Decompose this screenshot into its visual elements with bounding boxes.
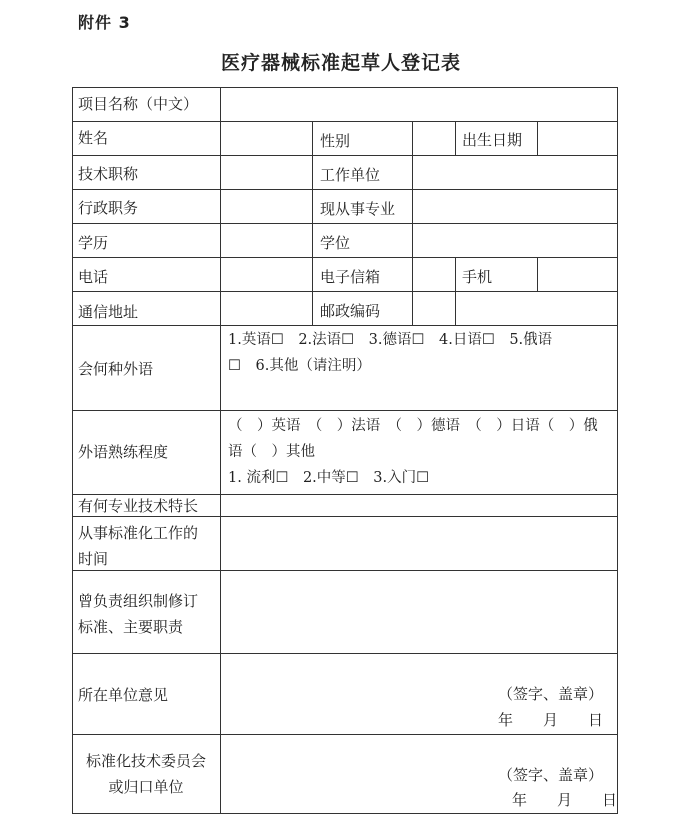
unit-date-text: 年 月 日	[498, 711, 604, 729]
label-column-divider	[220, 87, 221, 814]
education-label: 学历	[78, 234, 109, 252]
responsibility-label-line1: 曾负责组织制修订	[78, 592, 199, 610]
form-title: 医疗器械标准起草人登记表	[220, 52, 461, 74]
row-line-6	[72, 291, 618, 292]
address-label: 通信地址	[78, 303, 139, 321]
row-line-2	[72, 155, 618, 156]
proficiency-options-line2: 语（ ）其他	[228, 444, 315, 460]
languages-options-line1: 1.英语☐ 2.法语☐ 3.德语☐ 4.日语☐ 5.俄语	[228, 332, 553, 348]
std-work-label-line1: 从事标准化工作的	[78, 524, 199, 542]
row-line-4	[72, 223, 618, 224]
row-line-9	[72, 494, 618, 495]
row-line-1	[72, 121, 618, 122]
table-border-left	[72, 87, 73, 814]
degree-label: 学位	[320, 234, 351, 252]
unit-opinion-label: 所在单位意见	[78, 686, 169, 704]
row-line-8	[72, 410, 618, 411]
gender-label: 性别	[320, 132, 351, 150]
attachment-number: 附件 3	[78, 13, 131, 32]
mobile-label: 手机	[462, 268, 493, 286]
committee-label-line1: 标准化技术委员会	[85, 752, 206, 770]
row-line-13	[72, 734, 618, 735]
email-label: 电子信箱	[320, 268, 381, 286]
committee-signature-text: （签字、盖章）	[498, 766, 604, 784]
committee-date-text: 年 月 日	[512, 791, 618, 809]
phone-label: 电话	[78, 268, 109, 286]
proficiency-levels-line: 1. 流利☐ 2.中等☐ 3.入门☐	[228, 470, 430, 486]
row-line-5	[72, 257, 618, 258]
table-border-right	[617, 87, 618, 814]
tech-title-label: 技术职称	[78, 165, 139, 183]
project-name-label: 项目名称（中文）	[78, 95, 199, 113]
postcode-label: 邮政编码	[320, 302, 381, 320]
std-work-label-line2: 时间	[78, 550, 109, 568]
unit-signature-text: （签字、盖章）	[498, 685, 604, 703]
row-line-10	[72, 516, 618, 517]
languages-label: 会何种外语	[78, 360, 154, 378]
col-divider-465b	[537, 257, 538, 291]
proficiency-options-line1: （ ）英语 （ ）法语 （ ）德语 （ ）日语（ ）俄	[228, 418, 598, 434]
row-line-14	[72, 813, 618, 814]
col-divider-465	[537, 121, 538, 155]
work-unit-label: 工作单位	[320, 166, 381, 184]
committee-label-line2: 或归口单位	[108, 778, 184, 796]
specialty-label: 有何专业技术特长	[78, 497, 199, 515]
col-divider-383	[455, 121, 456, 155]
admin-post-label: 行政职务	[78, 199, 139, 217]
languages-options-line2: ☐ 6.其他（请注明）	[228, 358, 371, 374]
proficiency-label: 外语熟练程度	[78, 443, 169, 461]
birthdate-label: 出生日期	[462, 131, 523, 149]
registration-form-table	[72, 87, 618, 814]
row-line-12	[72, 653, 618, 654]
name-label: 姓名	[78, 129, 109, 147]
row-line-3	[72, 189, 618, 190]
responsibility-label-line2: 标准、主要职责	[78, 618, 184, 636]
row-line-11	[72, 570, 618, 571]
row-line-7	[72, 325, 618, 326]
row-line-0	[72, 87, 618, 88]
current-major-label: 现从事专业	[320, 200, 396, 218]
